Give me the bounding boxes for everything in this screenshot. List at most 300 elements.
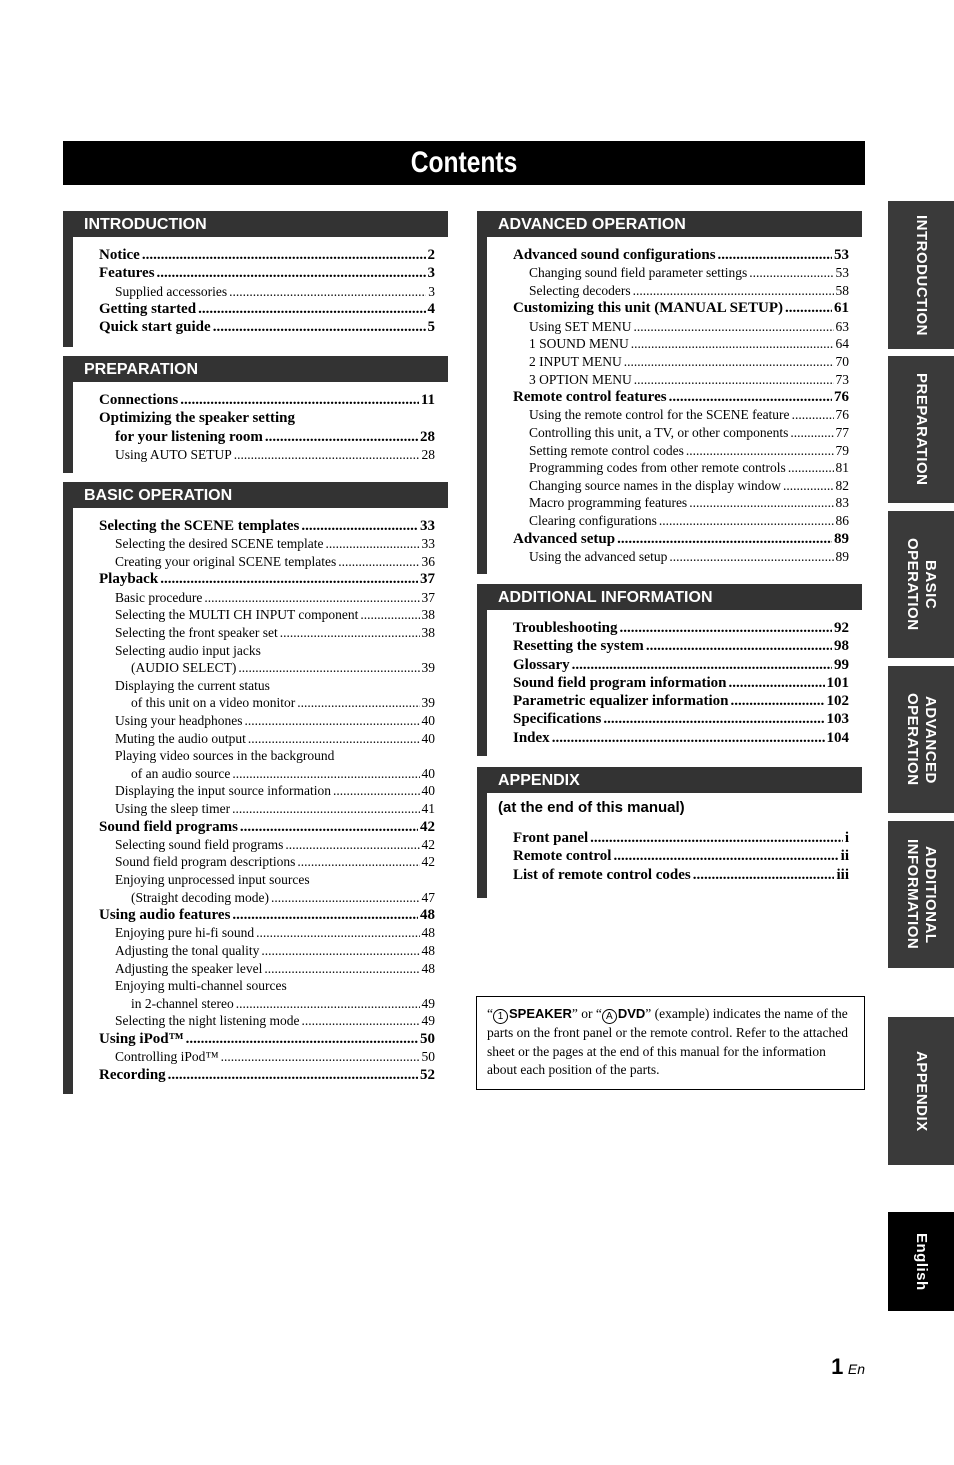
toc-entry-page: 73	[835, 371, 849, 387]
toc-entry-page: 50	[420, 1031, 435, 1048]
tab-label: ADDITIONAL INFORMATION	[904, 839, 939, 950]
section-heading: PREPARATION	[63, 356, 448, 382]
leader-dots	[790, 424, 833, 442]
toc-entry-title: Supplied accessories	[115, 283, 228, 299]
toc-entry-title: Quick start guide	[99, 319, 211, 336]
toc-entry-page: 33	[420, 518, 435, 534]
toc-entry-title: Enjoying unprocessed input sources	[115, 871, 310, 887]
toc-entry[interactable]	[513, 729, 849, 747]
toc-entry-page: iii	[836, 866, 849, 883]
leader-dots	[168, 1066, 418, 1084]
toc-entry-title: of an audio source	[131, 765, 231, 781]
toc-entry[interactable]	[513, 477, 849, 495]
toc-entry[interactable]	[99, 391, 435, 409]
toc-entry[interactable]	[99, 624, 435, 642]
leader-dots	[785, 299, 832, 317]
toc-entry[interactable]	[513, 246, 849, 264]
toc-entry-title: (Straight decoding mode)	[131, 889, 269, 905]
toc-entry-title: Selecting the desired SCENE template	[115, 536, 324, 552]
toc-entry-page: 4	[427, 301, 435, 318]
toc-entry-title: Programming codes from other remote controls	[529, 460, 786, 476]
toc-entry-page: 40	[421, 765, 435, 781]
toc-entry-title: Troubleshooting	[513, 620, 618, 636]
toc-entry-page: 40	[421, 712, 435, 728]
toc-entry-page: 36	[421, 553, 435, 569]
toc-entry[interactable]	[513, 548, 849, 566]
toc-entry-title: Displaying the current status	[115, 677, 270, 693]
toc-entry[interactable]	[99, 677, 435, 695]
toc-entry-page: 42	[421, 854, 435, 870]
toc-entry-page: ii	[840, 848, 849, 865]
toc-entry-title: Sound field program descriptions	[115, 854, 296, 870]
toc-entry-page: 89	[835, 548, 849, 564]
toc-entry[interactable]	[513, 674, 849, 692]
toc-entry-title: Parametric equalizer information	[513, 693, 729, 710]
toc-entry[interactable]	[99, 818, 435, 836]
toc-entry-page: 76	[835, 407, 849, 423]
toc-entry[interactable]	[513, 829, 849, 847]
toc-entry-page: 99	[834, 656, 849, 673]
toc-entry-page: 101	[826, 674, 849, 691]
leader-dots	[669, 388, 832, 406]
leader-dots	[783, 477, 834, 495]
toc-entry[interactable]	[99, 730, 435, 748]
toc-entry-page: 103	[826, 711, 849, 728]
circled-number-icon: 1	[493, 1009, 508, 1024]
toc-entry[interactable]	[513, 406, 849, 424]
toc-entry-page: 79	[835, 442, 849, 458]
toc-entry-page: 42	[421, 836, 435, 852]
toc-entry-title: Controlling this unit, a TV, or other components	[529, 425, 789, 441]
leader-dots	[142, 246, 426, 264]
toc-entry-page: 89	[834, 530, 849, 547]
toc-entry-title: Using AUTO SETUP	[115, 446, 232, 462]
leader-dots	[729, 674, 825, 692]
leader-dots	[788, 459, 834, 477]
toc-entry-page: 37	[420, 571, 435, 588]
leader-dots	[634, 371, 834, 389]
toc-entry[interactable]	[513, 424, 849, 442]
toc-entry-page: 61	[834, 300, 849, 317]
toc-entry[interactable]	[513, 371, 849, 389]
toc-entry-title: Getting started	[99, 301, 197, 318]
toc-entry[interactable]	[513, 318, 849, 336]
leader-dots	[659, 512, 834, 530]
leader-dots	[590, 829, 843, 847]
toc-entry[interactable]	[99, 300, 435, 318]
toc-entry-page: 40	[421, 783, 435, 799]
toc-entry-title: List of remote control codes	[513, 866, 691, 883]
toc-entry[interactable]	[99, 517, 435, 535]
toc-entry[interactable]	[513, 530, 849, 548]
leader-dots	[333, 782, 420, 800]
toc-entry-page: 11	[420, 392, 435, 408]
toc-entry-page: 53	[834, 247, 849, 263]
tab-additional-information[interactable]	[888, 821, 954, 968]
toc-entry[interactable]	[99, 535, 435, 553]
toc-entry-title: (AUDIO SELECT)	[131, 660, 237, 676]
toc-entry-page: 40	[421, 730, 435, 746]
toc-entry-title: Customizing this unit (MANUAL SETUP)	[513, 300, 784, 317]
toc-entry[interactable]	[99, 712, 435, 730]
circled-letter-icon: A	[602, 1009, 617, 1024]
toc-list	[73, 508, 448, 1084]
leader-dots	[693, 866, 835, 884]
toc-entry-title: Index	[513, 729, 550, 746]
toc-entry[interactable]	[99, 409, 435, 427]
tab-introduction[interactable]	[888, 201, 954, 349]
toc-entry-title: Features	[99, 265, 155, 282]
toc-entry[interactable]	[99, 318, 435, 336]
tab-label: BASIC OPERATION	[904, 538, 939, 631]
leader-dots	[157, 264, 426, 282]
toc-entry[interactable]	[513, 656, 849, 674]
toc-entry-title: Selecting sound field programs	[115, 836, 284, 852]
leader-dots	[749, 264, 833, 282]
toc-entry-title: Clearing configurations	[529, 513, 657, 529]
toc-entry-page: 82	[835, 477, 849, 493]
toc-entry[interactable]	[513, 459, 849, 477]
leader-dots	[261, 942, 419, 960]
toc-entry[interactable]	[99, 446, 435, 464]
toc-entry-page: 28	[421, 446, 435, 462]
toc-entry-page: 37	[421, 589, 435, 605]
toc-entry-title: Recording	[99, 1066, 166, 1083]
leader-dots	[280, 624, 420, 642]
toc-entry-page: 48	[421, 925, 435, 941]
note-box	[476, 996, 865, 1090]
toc-entry[interactable]	[99, 782, 435, 800]
toc-entry-page: i	[844, 830, 849, 846]
section-heading: ADDITIONAL INFORMATION	[477, 584, 862, 610]
toc-entry-title: Selecting the front speaker set	[115, 624, 278, 640]
tab-label: English	[913, 1232, 930, 1291]
toc-entry-title: of this unit on a video monitor	[131, 695, 296, 711]
leader-dots	[285, 836, 419, 854]
toc-entry-title: Macro programming features	[529, 495, 688, 511]
toc-entry[interactable]	[99, 1030, 435, 1048]
page-number: 1 En	[831, 1354, 865, 1379]
leader-dots	[221, 1048, 420, 1066]
toc-entry-title: Optimizing the speaker setting	[99, 410, 295, 427]
leader-dots	[619, 619, 832, 637]
note-text: ” (example) indicates the name of the parts on the front panel or the remote control. Refer to the attached sheet or the pages at the end of this manual for the information about each position of the parts.	[487, 1006, 848, 1077]
leader-dots	[238, 659, 419, 677]
toc-entry[interactable]	[513, 710, 849, 728]
toc-entry-page: 48	[421, 943, 435, 959]
toc-entry[interactable]	[513, 637, 849, 655]
toc-entry-title: Glossary	[513, 656, 570, 673]
section-introduction	[63, 211, 448, 347]
toc-entry[interactable]	[99, 765, 435, 783]
toc-list	[487, 237, 862, 566]
toc-entry[interactable]	[99, 977, 435, 995]
leader-dots	[186, 1030, 418, 1048]
toc-entry[interactable]	[99, 889, 435, 907]
section-basic-operation	[63, 482, 448, 1094]
toc-entry-title: Playback	[99, 571, 159, 588]
toc-entry[interactable]	[99, 906, 435, 924]
toc-entry[interactable]	[99, 1066, 435, 1084]
toc-entry[interactable]	[99, 836, 435, 854]
toc-entry-page: 58	[835, 282, 849, 298]
toc-entry-page: 28	[420, 428, 435, 445]
toc-list	[73, 382, 448, 463]
leader-dots	[686, 442, 834, 460]
toc-entry-page: 39	[421, 660, 435, 676]
toc-entry[interactable]	[513, 512, 849, 530]
toc-entry[interactable]	[99, 960, 435, 978]
leader-dots	[613, 847, 838, 865]
section-preparation	[63, 356, 448, 473]
toc-entry-page: 81	[835, 460, 849, 476]
toc-entry-title: Controlling iPod™	[115, 1049, 219, 1065]
toc-entry-title: Notice	[99, 247, 140, 263]
toc-entry-title: Changing source names in the display window	[529, 477, 781, 493]
toc-entry[interactable]	[513, 442, 849, 460]
toc-entry-title: Remote control	[513, 848, 612, 865]
toc-entry-page: 83	[835, 495, 849, 511]
leader-dots	[669, 548, 833, 566]
leader-dots	[360, 606, 419, 624]
leader-dots	[552, 729, 825, 747]
leader-dots	[633, 282, 834, 300]
toc-entry[interactable]	[99, 747, 435, 765]
toc-entry-title: Remote control features	[513, 389, 667, 406]
leader-dots	[646, 637, 832, 655]
tab-advanced-operation[interactable]	[888, 666, 954, 813]
toc-entry-page: 48	[420, 907, 435, 924]
toc-entry[interactable]	[513, 353, 849, 371]
leader-dots	[236, 995, 420, 1013]
toc-entry-page: 33	[421, 536, 435, 552]
toc-entry-page: 3	[428, 283, 435, 299]
toc-entry-page: 70	[835, 353, 849, 369]
toc-entry-title: Playing video sources in the background	[115, 748, 335, 764]
leader-dots	[198, 300, 425, 318]
toc-entry-title: Enjoying multi-channel sources	[115, 978, 287, 994]
leader-dots	[624, 353, 834, 371]
section-heading: INTRODUCTION	[63, 211, 448, 237]
toc-entry-title: 3 OPTION MENU	[529, 371, 632, 387]
leader-dots	[301, 1012, 419, 1030]
leader-dots	[689, 494, 833, 512]
leader-dots	[232, 800, 419, 818]
toc-entry-title: Advanced sound configurations	[513, 247, 716, 263]
toc-entry[interactable]	[99, 428, 435, 446]
toc-entry-page: 39	[421, 695, 435, 711]
toc-entry[interactable]	[99, 871, 435, 889]
toc-entry[interactable]	[99, 570, 435, 588]
toc-entry-title: Using the remote control for the SCENE feature	[529, 407, 790, 423]
leader-dots	[248, 730, 420, 748]
leader-dots	[160, 570, 418, 588]
toc-entry[interactable]	[513, 847, 849, 865]
section-additional-information	[477, 584, 862, 756]
toc-entry-page: 76	[834, 389, 849, 406]
toc-entry-title: Changing sound field parameter settings	[529, 265, 748, 281]
toc-entry-page: 104	[826, 729, 849, 746]
note-speaker-label: SPEAKER	[509, 1006, 572, 1021]
tab-label: INTRODUCTION	[913, 214, 930, 336]
toc-entry[interactable]	[513, 264, 849, 282]
toc-entry-title: Using SET MENU	[529, 318, 632, 334]
toc-entry-title: 1 SOUND MENU	[529, 336, 629, 352]
toc-entry[interactable]	[99, 1012, 435, 1030]
leader-dots	[731, 692, 825, 710]
toc-entry[interactable]	[513, 866, 849, 884]
toc-entry-page: 102	[826, 693, 849, 710]
toc-entry-title: Using audio features	[99, 907, 231, 924]
toc-entry[interactable]	[513, 494, 849, 512]
page-title	[63, 141, 865, 185]
leader-dots	[180, 391, 419, 409]
toc-entry-title: Using the advanced setup	[529, 548, 668, 564]
section-heading: ADVANCED OPERATION	[477, 211, 862, 237]
toc-entry-title: Connections	[99, 392, 179, 408]
toc-entry[interactable]	[99, 853, 435, 871]
page-title-text: Contents	[410, 146, 518, 179]
toc-entry-page: 50	[421, 1049, 435, 1065]
toc-entry-title: Displaying the input source information	[115, 783, 331, 799]
toc-entry-page: 86	[835, 513, 849, 529]
leader-dots	[204, 589, 419, 607]
toc-entry[interactable]	[513, 619, 849, 637]
toc-entry-title: Setting remote control codes	[529, 442, 684, 458]
toc-entry-page: 77	[835, 425, 849, 441]
toc-entry-title: Adjusting the tonal quality	[115, 943, 260, 959]
leader-dots	[256, 924, 419, 942]
leader-dots	[244, 712, 419, 730]
tab-label: ADVANCED OPERATION	[904, 693, 939, 786]
toc-entry[interactable]	[513, 692, 849, 710]
toc-entry-title: Sound field program information	[513, 674, 727, 691]
leader-dots	[213, 318, 426, 336]
note-dvd-label: DVD	[617, 1006, 646, 1021]
toc-entry[interactable]	[99, 642, 435, 660]
tab-english[interactable]	[888, 1212, 954, 1311]
toc-list	[487, 829, 862, 884]
note-or: ” or “	[571, 1006, 602, 1021]
tab-appendix[interactable]	[888, 1017, 954, 1165]
leader-dots	[234, 446, 420, 464]
toc-entry[interactable]	[99, 995, 435, 1013]
toc-entry-title: in 2-channel stereo	[131, 995, 234, 1011]
toc-entry-title: Using iPod™	[99, 1031, 184, 1048]
leader-dots	[792, 406, 834, 424]
toc-entry[interactable]	[513, 282, 849, 300]
leader-dots	[617, 530, 832, 548]
section-advanced-operation	[477, 211, 862, 574]
toc-entry-page: 49	[421, 1013, 435, 1029]
toc-entry[interactable]	[99, 942, 435, 960]
toc-entry[interactable]	[99, 589, 435, 607]
toc-entry-title: Using the sleep timer	[115, 800, 231, 816]
toc-entry-title: Specifications	[513, 711, 602, 728]
toc-entry-page: 2	[427, 247, 435, 263]
toc-entry-title: Selecting decoders	[529, 282, 631, 298]
leader-dots	[229, 283, 426, 301]
toc-entry-title: Selecting the night listening mode	[115, 1013, 300, 1029]
toc-entry-page: 63	[835, 318, 849, 334]
toc-list	[73, 237, 448, 337]
toc-entry[interactable]	[99, 694, 435, 712]
toc-entry[interactable]	[99, 246, 435, 264]
tab-label: PREPARATION	[913, 373, 930, 486]
toc-entry[interactable]	[99, 924, 435, 942]
toc-entry[interactable]	[99, 659, 435, 677]
toc-entry-title: Selecting the MULTI CH INPUT component	[115, 607, 359, 623]
toc-entry-title: for your listening room	[115, 428, 263, 445]
leader-dots	[631, 335, 834, 353]
toc-entry-title: Muting the audio output	[115, 730, 246, 746]
toc-entry-title: Enjoying pure hi-fi sound	[115, 925, 255, 941]
toc-entry-title: Advanced setup	[513, 530, 616, 547]
tab-label: APPENDIX	[913, 1050, 930, 1132]
toc-entry-page: 41	[421, 800, 435, 816]
toc-entry-title: 2 INPUT MENU	[529, 353, 622, 369]
section-appendix	[477, 767, 862, 898]
toc-entry-title: Sound field programs	[99, 818, 238, 835]
toc-entry[interactable]	[99, 606, 435, 624]
leader-dots	[232, 906, 418, 924]
note-open-quote: “	[487, 1006, 493, 1021]
leader-dots	[572, 656, 832, 674]
toc-entry[interactable]	[99, 800, 435, 818]
leader-dots	[634, 318, 834, 336]
tab-preparation[interactable]	[888, 356, 954, 503]
toc-entry-page: 64	[835, 336, 849, 352]
toc-entry-page: 5	[427, 319, 435, 336]
section-heading: APPENDIX	[477, 767, 862, 793]
toc-entry[interactable]	[513, 335, 849, 353]
toc-entry-page: 52	[420, 1066, 435, 1083]
toc-entry-title: Resetting the system	[513, 638, 644, 655]
toc-entry[interactable]	[513, 299, 849, 317]
leader-dots	[271, 889, 420, 907]
toc-entry[interactable]	[99, 264, 435, 282]
toc-entry-page: 49	[421, 995, 435, 1011]
toc-entry-page: 38	[421, 624, 435, 640]
leader-dots	[264, 960, 419, 978]
leader-dots	[297, 694, 419, 712]
leader-dots	[301, 517, 418, 535]
toc-entry-title: Selecting the SCENE templates	[99, 518, 300, 534]
leader-dots	[603, 710, 824, 728]
toc-entry-page: 92	[834, 620, 849, 636]
toc-entry[interactable]	[513, 388, 849, 406]
leader-dots	[297, 853, 419, 871]
toc-entry-page: 53	[835, 265, 849, 281]
toc-entry-page: 3	[427, 265, 435, 282]
toc-entry-title: Front panel	[513, 830, 589, 846]
toc-list	[487, 610, 862, 747]
toc-entry[interactable]	[99, 283, 435, 301]
toc-entry[interactable]	[99, 553, 435, 571]
toc-entry-page: 42	[420, 818, 435, 835]
leader-dots	[718, 246, 832, 264]
leader-dots	[338, 553, 419, 571]
toc-entry-title: Using your headphones	[115, 712, 243, 728]
toc-entry-page: 98	[834, 638, 849, 655]
leader-dots	[240, 818, 418, 836]
toc-entry[interactable]	[99, 1048, 435, 1066]
toc-entry-title: Adjusting the speaker level	[115, 960, 263, 976]
toc-entry-page: 38	[421, 607, 435, 623]
toc-entry-title: Creating your original SCENE templates	[115, 553, 337, 569]
section-heading: BASIC OPERATION	[63, 482, 448, 508]
tab-basic-operation[interactable]	[888, 511, 954, 658]
